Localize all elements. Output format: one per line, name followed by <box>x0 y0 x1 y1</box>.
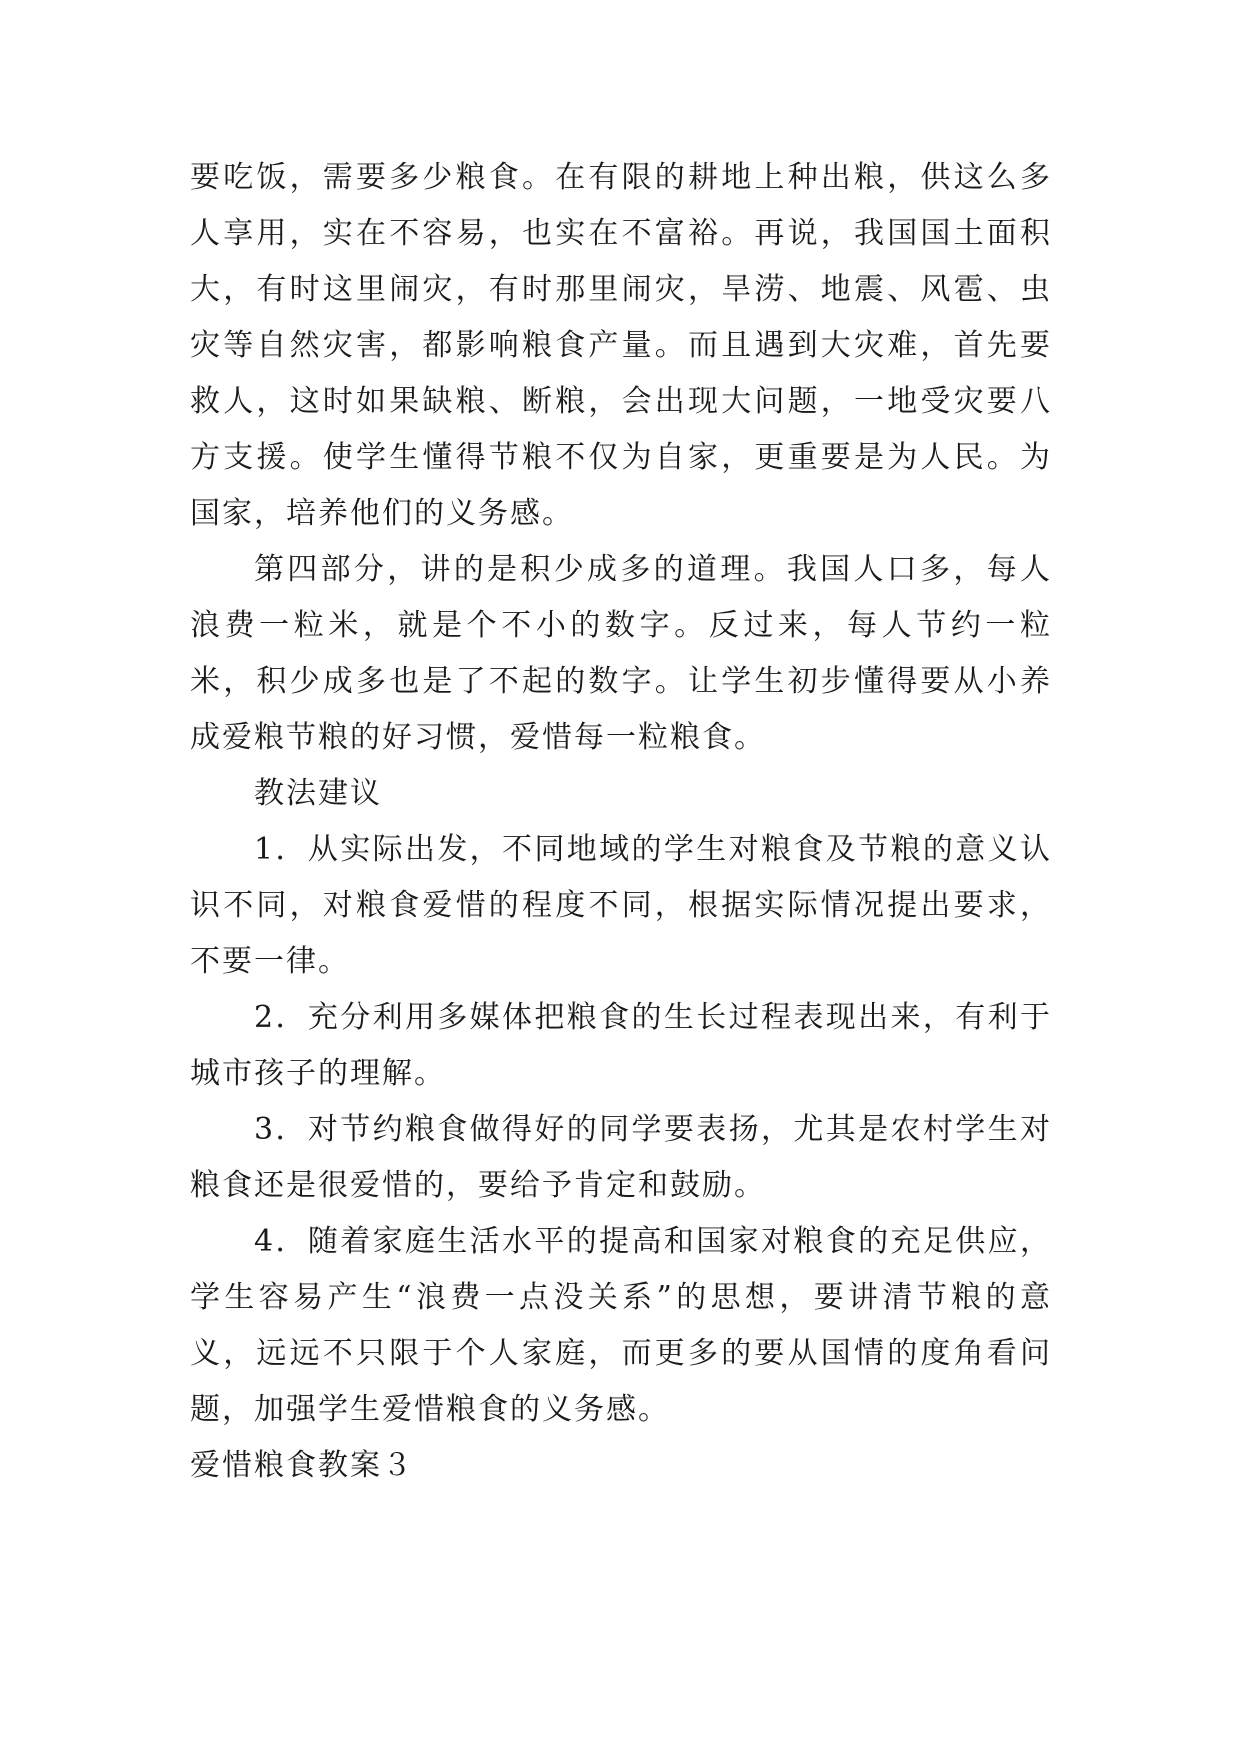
paragraph-part-four: 第四部分，讲的是积少成多的道理。我国人口多，每人浪费一粒米，就是个不小的数字。反过来，每人节约一粒米，积少成多也是了不起的数字。让学生初步懂得要从小养成爱粮节粮的好习惯，爱惜每一粒粮食。 <box>190 552 1052 755</box>
suggestion-item-4: 4．随着家庭生活水平的提高和国家对粮食的充足供应，学生容易产生“浪费一点没关系”的思想，要讲清节粮的意义，远远不只限于个人家庭，而更多的要从国情的度角看问题，加强学生爱惜粮食的义务感。 <box>190 1224 1052 1427</box>
suggestion-item-2: 2．充分利用多媒体把粮食的生长过程表现出来，有利于城市孩子的理解。 <box>190 1000 1052 1091</box>
section-heading: 爱惜粮食教案３ <box>190 1448 414 1483</box>
suggestion-item-1: 1．从实际出发，不同地域的学生对粮食及节粮的意义认识不同，对粮食爱惜的程度不同，根据实际情况提出要求，不要一律。 <box>190 832 1052 979</box>
paragraph-continuation: 要吃饭，需要多少粮食。在有限的耕地上种出粮，供这么多人享用，实在不容易，也实在不富裕。再说，我国国土面积大，有时这里闹灾，有时那里闹灾，旱涝、地震、风雹、虫灾等自然灾害，都影响粮食产量。而且遇到大灾难，首先要救人，这时如果缺粮、断粮，会出现大问题，一地受灾要八方支援。使学生懂得节粮不仅为自家，更重要是为人民。为国家，培养他们的义务感。 <box>190 160 1052 531</box>
teaching-suggestions-heading: 教法建议 <box>254 776 382 811</box>
suggestion-item-3: 3．对节约粮食做得好的同学要表扬，尤其是农村学生对粮食还是很爱惜的，要给予肯定和鼓励。 <box>190 1112 1052 1203</box>
document-page <box>190 150 1052 1494</box>
